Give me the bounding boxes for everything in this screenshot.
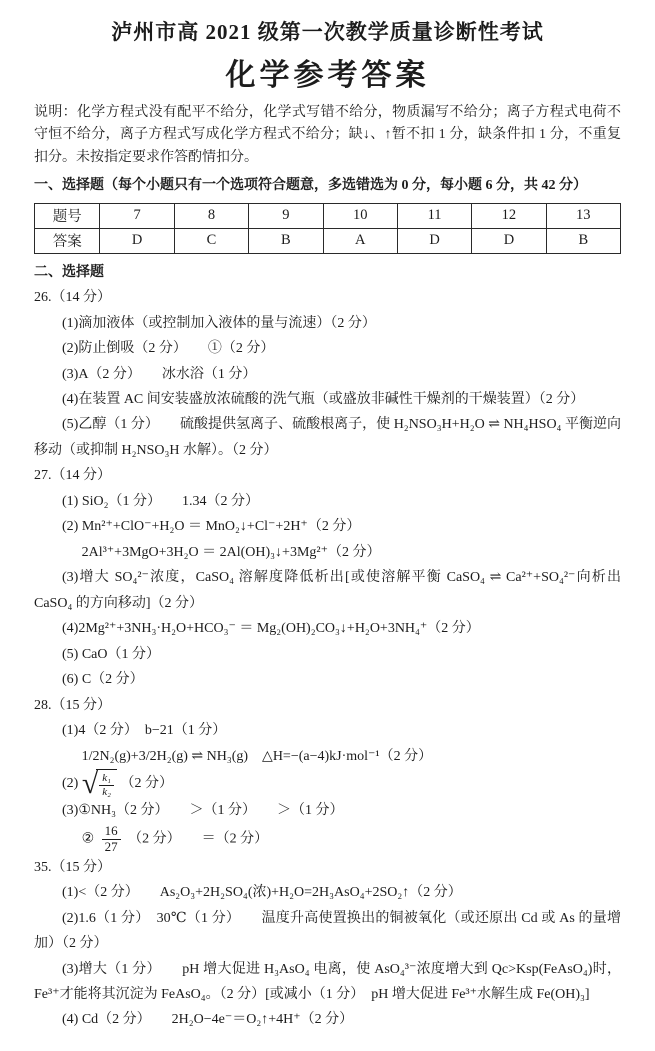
rate-constant-fraction <box>99 772 114 798</box>
answer-cell: A <box>323 228 397 253</box>
q26-answer-line: (4)在装置 AC 间安装盛放浓硫酸的洗气瓶（或盛放非碱性干燥剂的干燥装置）（2 分） <box>62 391 585 407</box>
question-number-cell: 8 <box>174 203 248 228</box>
q27-answer-line: (2) Mn²⁺+ClO⁻+H₂O ＝ MnO₂↓+Cl⁻+2H⁺（2 分） <box>62 519 361 535</box>
q28-frac-line <box>34 824 621 855</box>
q28-sqrt-line <box>34 767 621 801</box>
fraction-numerator: k₁ <box>102 772 112 785</box>
answer-cell: B <box>546 228 620 253</box>
q35-number: 35.（15 分） <box>34 859 111 875</box>
sqrt-expression <box>81 767 117 801</box>
question-number-cell: 7 <box>100 203 174 228</box>
row-label-question: 题号 <box>35 203 100 228</box>
answer-cell: D <box>397 228 471 253</box>
q35-answer-line: (4) Cd（2 分） 2H₂O−4e⁻＝O₂↑+4H⁺（2 分） <box>62 1012 354 1028</box>
answer-cell: D <box>100 228 174 253</box>
q26-answer-line: (1)滴加液体（或控制加入液体的量与流速）（2 分） <box>62 315 376 331</box>
q28-answer-line: (1)4（2 分） b−21（1 分） <box>62 723 227 739</box>
q27-answer-line: 2Al³⁺+3MgO+3H₂O ＝ 2Al(OH)₃↓+3Mg²⁺（2 分） <box>81 544 381 560</box>
grading-notes: 说明：化学方程式没有配平不给分，化学式写错不给分，物质漏写不给分；离子方程式电荷不守恒不给分，离子方程式写成化学方程式不给分；缺↓、↑暂不扣 1 分，缺条件扣 1 分，不重复扣分。未按指定要求作答酌情扣分。 <box>34 105 621 165</box>
fraction-denominator: 27 <box>102 839 121 855</box>
fraction-numerator: 16 <box>104 822 118 838</box>
question-number-cell: 11 <box>397 203 471 228</box>
section1-heading: 一、选择题（每个小题只有一个选项符合题意，多选错选为 0 分，每小题 6 分，共 42 分） <box>34 178 587 194</box>
radical-icon: √ <box>81 767 99 801</box>
q26-answer-line: (2)防止倒吸（2 分） ①（2 分） <box>62 341 275 357</box>
q35-answer-line: (1)<（2 分） As₂O₃+2H₂SO₄(浓)+H₂O=2H₃AsO₄+2SO₂↑（2 分） <box>62 885 462 901</box>
answer-table <box>34 203 621 254</box>
fraction-denominator: k₂ <box>99 785 114 799</box>
q28-frac-label: ② <box>81 831 95 847</box>
q28-answer-line: (3)①NH₃（2 分） ＞（1 分） ＞（1 分） <box>62 803 344 819</box>
row-label-answer: 答案 <box>35 228 100 253</box>
q27-answer-line: (3)增大 SO₄²⁻浓度，CaSO₄ 溶解度降低析出[或使溶解平衡 CaSO₄ ⇌ Ca²⁺+SO₄²⁻向析出 CaSO₄ 的方向移动]（2 分） <box>34 570 621 611</box>
answer-cell: B <box>249 228 323 253</box>
q35-answer-line: (3)增大（1 分） pH 增大促进 H₃AsO₄ 电离，使 AsO₄³⁻浓度增大到 Qc>Ksp(FeAsO₄)时，Fe³⁺才能将其沉淀为 FeAsO₄。（2 分）[或减小（1 分） pH 增大促进 Fe³⁺水解生成 Fe(OH)₃] <box>34 961 621 1002</box>
q28-sqrt-prefix: (2) <box>62 775 79 791</box>
q28-frac-score: （2 分） ＝（2 分） <box>128 831 269 847</box>
sqrt-radicand <box>96 769 117 798</box>
q26-number: 26.（14 分） <box>34 290 111 306</box>
question-number-cell: 9 <box>249 203 323 228</box>
question-number-cell: 13 <box>546 203 620 228</box>
q27-answer-line: (4)2Mg²⁺+3NH₃·H₂O+HCO₃⁻ ＝ Mg₂(OH)₂CO₃↓+H₂O+3NH₄⁺（2 分） <box>62 621 480 637</box>
answer-cell: D <box>472 228 546 253</box>
q35-answer-line: (2)1.6（1 分） 30℃（1 分） 温度升高使置换出的铜被氧化（或还原出 Cd 或 As 的量增加）（2 分） <box>34 910 621 952</box>
q26-answer-line: (3)A（2 分） 冰水浴（1 分） <box>62 366 257 382</box>
section2-heading: 二、选择题 <box>34 264 104 280</box>
q27-answer-line: (1) SiO₂（1 分） 1.34（2 分） <box>62 493 259 509</box>
question-number-cell: 12 <box>472 203 546 228</box>
mole-fraction <box>102 824 121 855</box>
page-subtitle: 化学参考答案 <box>225 59 430 92</box>
q27-number: 27.（14 分） <box>34 468 111 484</box>
answer-cell: C <box>174 228 248 253</box>
question-number-row <box>35 203 621 228</box>
q28-equation-line: 1/2N₂(g)+3/2H₂(g) ⇌ NH₃(g) △H=−(a−4)kJ·mol⁻¹（2 分） <box>81 748 433 764</box>
answer-row <box>35 228 621 253</box>
q27-answer-line: (6) C（2 分） <box>62 672 144 688</box>
q28-number: 28.（15 分） <box>34 697 111 713</box>
page-title: 泸州市高 2021 级第一次教学质量诊断性考试 <box>111 20 544 44</box>
question-number-cell: 10 <box>323 203 397 228</box>
q27-answer-line: (5) CaO（1 分） <box>62 646 160 662</box>
q26-answer-line: (5)乙醇（1 分） 硫酸提供氢离子、硫酸根离子，使 H₂NSO₃H+H₂O ⇌ NH₄HSO₄ 平衡逆向移动（或抑制 H₂NSO₃H 水解）。（2 分） <box>34 417 621 458</box>
q28-sqrt-score: （2 分） <box>120 775 174 791</box>
